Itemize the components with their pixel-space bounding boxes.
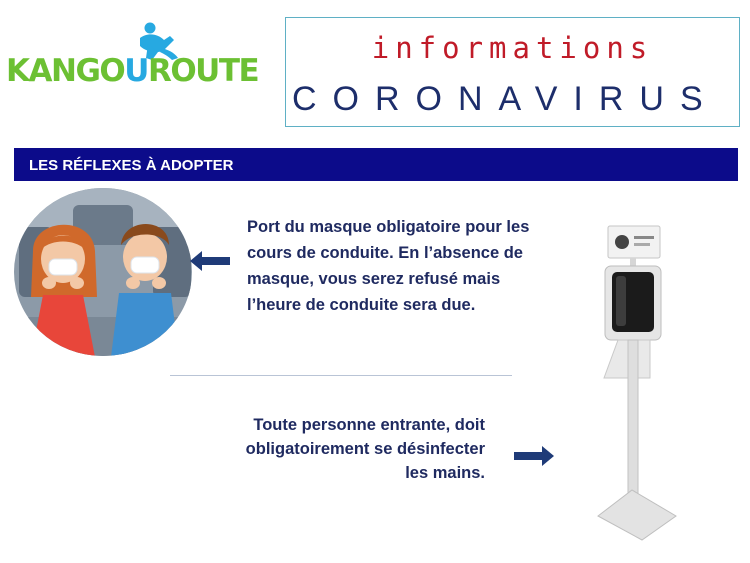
title-box <box>285 17 740 127</box>
mask-requirement-text <box>247 214 577 318</box>
logo-wordmark: KANGOUROUTE <box>6 53 259 89</box>
section-title: LES RÉFLEXES À ADOPTER <box>29 157 234 174</box>
title-coronavirus: CORONAVIRUS <box>292 80 719 118</box>
text-line: obligatoirement se désinfecter <box>245 440 485 458</box>
children-wearing-masks-illustration <box>13 187 193 357</box>
kangouroute-logo <box>6 22 278 102</box>
text-line: les mains. <box>405 464 485 482</box>
text-line: cours de conduite. En l’absence de <box>247 244 523 262</box>
arrow-right-icon <box>514 446 554 466</box>
title-informations: informations <box>371 31 654 65</box>
hand-sanitizer-dispenser-stand <box>590 218 678 543</box>
text-line: Port du masque obligatoire pour les <box>247 218 530 236</box>
text-line: Toute personne entrante, doit <box>253 416 485 434</box>
text-line: l’heure de conduite sera due. <box>247 296 476 314</box>
section-header-bar <box>14 148 738 181</box>
divider <box>170 375 512 376</box>
text-line: masque, vous serez refusé mais <box>247 270 501 288</box>
arrow-left-icon <box>190 251 234 271</box>
hand-sanitizing-text <box>200 413 485 485</box>
